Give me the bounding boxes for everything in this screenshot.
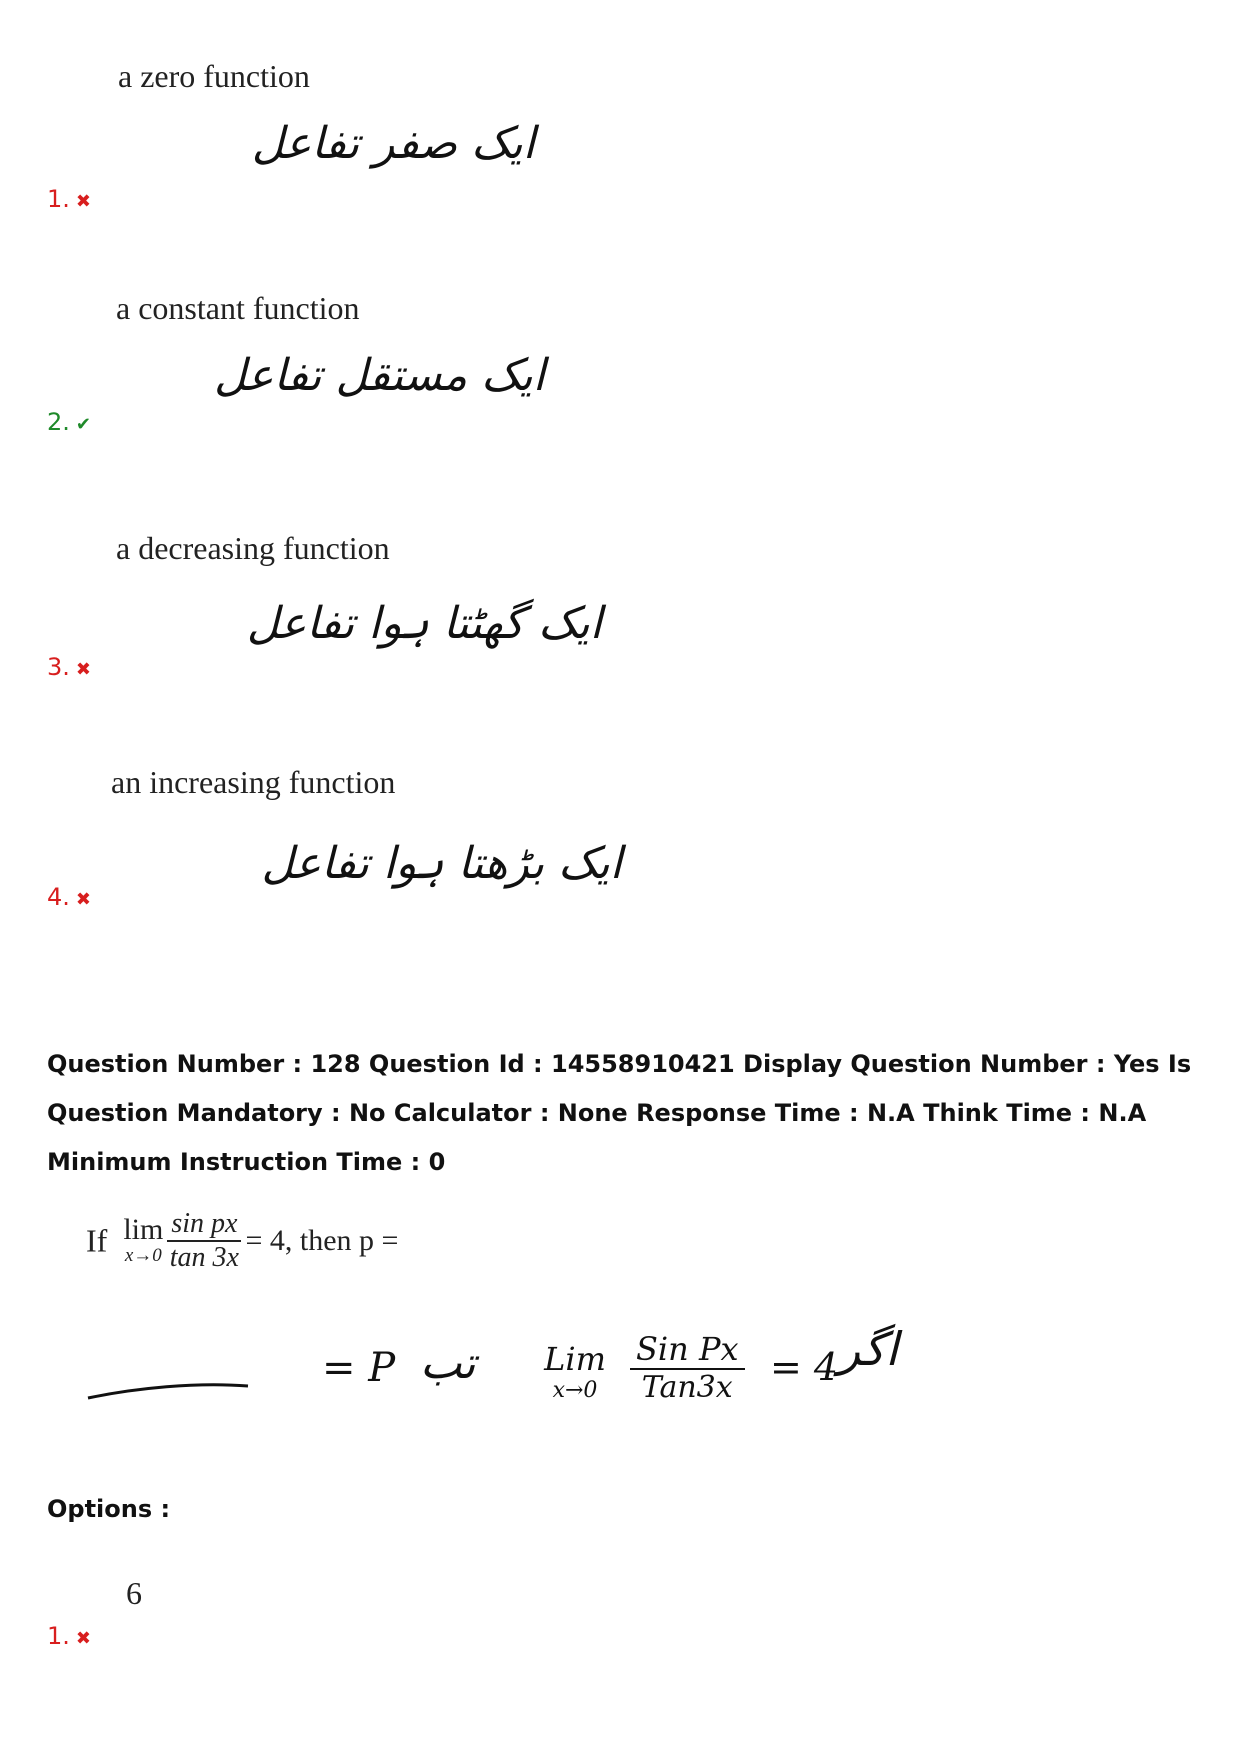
option-urdu-text: ایک گھٹتا ہوا تفاعل [246,598,602,649]
urdu-lim-word: Lim [544,1340,606,1378]
option-number-label: 1. [47,1622,70,1650]
urdu-denominator: Tan3x [641,1370,733,1405]
option-number [47,883,91,911]
option-english-text: an increasing function [111,764,396,800]
lim-word: lim [123,1213,164,1246]
urdu-lim-subscript: x→0 [552,1378,598,1403]
lim-subscript: x→0 [124,1245,162,1266]
urdu-numerator: Sin Px [630,1330,745,1370]
cross-icon: ✖ [75,659,91,680]
question-metadata: Question Number : 128 Question Id : 14558910421 Display Question Number : Yes Is Question Mandatory : No Calculator : None Response Time : N.A Think Time : N.A Minimum Instruction Time : 0 [47,1050,1192,1176]
equation-tail: = 4, then p = [245,1224,399,1257]
urdu-agar-word: اگر [838,1322,899,1376]
cross-icon: ✖ [75,191,91,212]
option-english-text: a zero function [118,58,310,94]
if-word: If [86,1222,108,1259]
option-urdu-text: ایک مستقل تفاعل [214,350,545,401]
option-number [47,653,91,681]
option-english-text: a constant function [116,290,360,326]
urdu-equals-four: = 4 [770,1345,839,1389]
limit-fraction [167,1208,241,1274]
option-number-label: 1. [47,185,70,213]
answer-blank-line [86,1372,252,1402]
check-icon: ✔ [75,414,91,435]
fraction-numerator: sin px [167,1208,241,1242]
limit-operator [123,1215,163,1267]
option-number [47,185,91,213]
option-urdu-text: ایک صفر تفاعل [251,118,535,169]
question-english [86,1208,398,1274]
option-urdu-text: ایک بڑھتا ہوا تفاعل [261,838,622,889]
option-english-text: a decreasing function [116,530,390,566]
options-label: Options : [47,1495,171,1523]
option-number [47,1622,91,1650]
urdu-p-equals: = P [322,1345,396,1391]
option-number-label: 3. [47,653,70,681]
option-number-label: 4. [47,883,70,911]
fraction-denominator: tan 3x [169,1242,239,1273]
urdu-fraction [630,1330,745,1405]
cross-icon: ✖ [75,1628,91,1649]
cross-icon: ✖ [75,889,91,910]
urdu-limit [530,1340,620,1403]
option-number-label: 2. [47,408,70,436]
option-number [47,408,91,436]
urdu-tab-word: تب [420,1338,476,1389]
option-value: 6 [126,1575,142,1611]
